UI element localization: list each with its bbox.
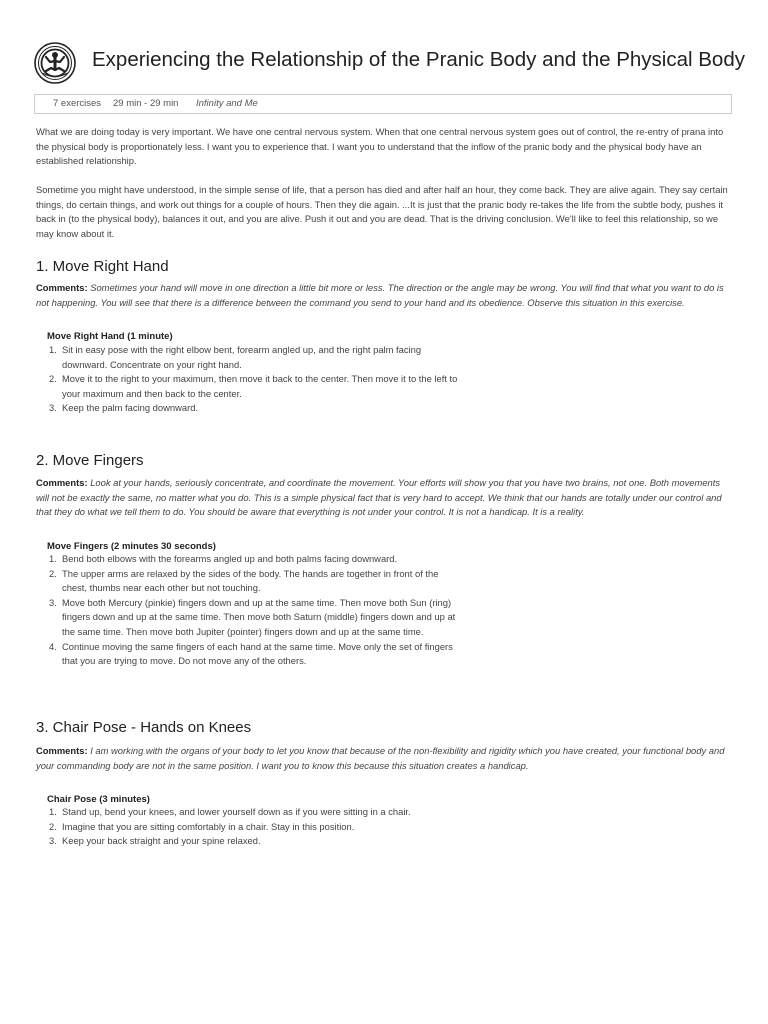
comments-text: I am working with the organs of your body to let you know that because of the non-flexibility and rigidity which you have created, your functional body and your commanding body are not in the same position. I want you to know this because this situation creates a handicap. (36, 745, 725, 771)
step-number: 3. (49, 835, 57, 847)
comments-label: Comments: (36, 477, 88, 488)
step-text: The upper arms are relaxed by the sides of the body. The hands are together in front of the chest, thumbs near each other but not touching. (62, 567, 439, 594)
step-text: Move it to the right to your maximum, then move it back to the center. Then move it to the left to your maximum and then back to the center. (62, 373, 458, 399)
step-item (49, 372, 462, 401)
exercise-steps (49, 552, 462, 669)
step-item (49, 343, 462, 372)
step-item (49, 805, 462, 820)
exercise-subtitle: Chair Pose (3 minutes) (47, 794, 150, 805)
step-text: Continue moving the same fingers of each hand at the same time. Move only the set of fingers that you are trying to move. Do not move any of the others. (62, 640, 453, 667)
step-number: 3. (49, 402, 57, 414)
step-text: Stand up, bend your knees, and lower yourself down as if you were sitting in a chair. (62, 806, 411, 817)
intro-paragraph: Sometime you might have understood, in the simple sense of life, that a person has died and after half an hour, they come back. They are alive again. They say certain things, do certain things, and work out things for a couple of hours. Then they die again. ...It is just that the pranic body re-takes the life from the subtle body, pushes it back in (to the physical body), balances it out, and you are alive. Push it out and you are dead. That is the driving conclusion. We'll like to feel this relationship, so we may know about it. (36, 184, 728, 239)
step-number: 2. (49, 373, 57, 385)
step-number: 1. (49, 553, 57, 564)
exercise-subtitle: Move Right Hand (1 minute) (47, 331, 173, 342)
step-number: 4. (49, 640, 57, 652)
step-number: 2. (49, 567, 57, 579)
comments-text: Look at your hands, seriously concentrate, and coordinate the movement. Your efforts will show you that you have two brains, not one. Both movements will not be exactly the same, no matter what you do. This is a simple physical fact that is very hard to accept. We think that our hands are totally under our control and that they do what we tell them to do. You should be aware that everything is not under your control. It is not a handicap. It is a reality. (36, 477, 722, 518)
step-text: Sit in easy pose with the right elbow bent, forearm angled up, and the right palm facing downward. Concentrate on your right hand. (62, 344, 422, 370)
exercise-steps (49, 805, 462, 849)
page-title: Experiencing the Relationship of the Pranic Body and the Physical Body (92, 48, 745, 71)
section-comments (36, 744, 734, 773)
step-item (49, 820, 462, 835)
duration-range: 29 min - 29 min (113, 98, 179, 109)
comments-text: Sometimes your hand will move in one direction a little bit more or less. The direction or the angle may be wrong. You will find that what you want to do is not happening. You will see that there is a difference between the command you send to your hand and its obedience. Observe this situation in this exercise. (36, 282, 724, 308)
step-number: 2. (49, 820, 57, 832)
section-title: 1. Move Right Hand (36, 258, 169, 275)
step-number: 3. (49, 596, 57, 608)
step-item (49, 834, 462, 849)
step-number: 1. (49, 806, 57, 817)
comments-label: Comments: (36, 745, 88, 756)
exercise-steps (49, 343, 462, 416)
section-comments (36, 281, 734, 310)
step-item (49, 552, 462, 567)
step-item (49, 401, 462, 416)
step-text: Keep your back straight and your spine relaxed. (62, 835, 261, 847)
intro-paragraph: What we are doing today is very important. We have one central nervous system. When that one central nervous system goes out of control, the re-entry of prana into the physical body is proportionately less. I want you to experience that. I want you to understand that the inflow of the pranic body and the physical body have an established relationship. (36, 126, 724, 167)
step-text: Move both Mercury (pinkie) fingers down and up at the same time. Then move both Sun (ring) fingers down and up at the same time. Then move both Saturn (middle) fingers down and up at the same time. Then move both Jupiter (pointer) fingers down and up at the same time. (62, 596, 456, 637)
step-text: Keep the palm facing downward. (62, 402, 199, 414)
kriya-meta-bar (34, 94, 732, 114)
step-number: 1. (49, 344, 57, 355)
section-title: 2. Move Fingers (36, 452, 144, 469)
step-item (49, 567, 462, 596)
page-header (34, 40, 745, 84)
organization-logo-icon (34, 42, 76, 84)
step-text: Bend both elbows with the forearms angled up and both palms facing downward. (62, 553, 398, 564)
kriya-name: Infinity and Me (196, 98, 258, 109)
comments-label: Comments: (36, 282, 88, 293)
section-comments (36, 476, 734, 520)
exercise-subtitle: Move Fingers (2 minutes 30 seconds) (47, 541, 216, 552)
step-item (49, 596, 462, 640)
step-item (49, 640, 462, 669)
exercise-count: 7 exercises (53, 98, 102, 109)
step-text: Imagine that you are sitting comfortably in a chair. Stay in this position. (62, 820, 355, 832)
section-title: 3. Chair Pose - Hands on Knees (36, 719, 252, 736)
